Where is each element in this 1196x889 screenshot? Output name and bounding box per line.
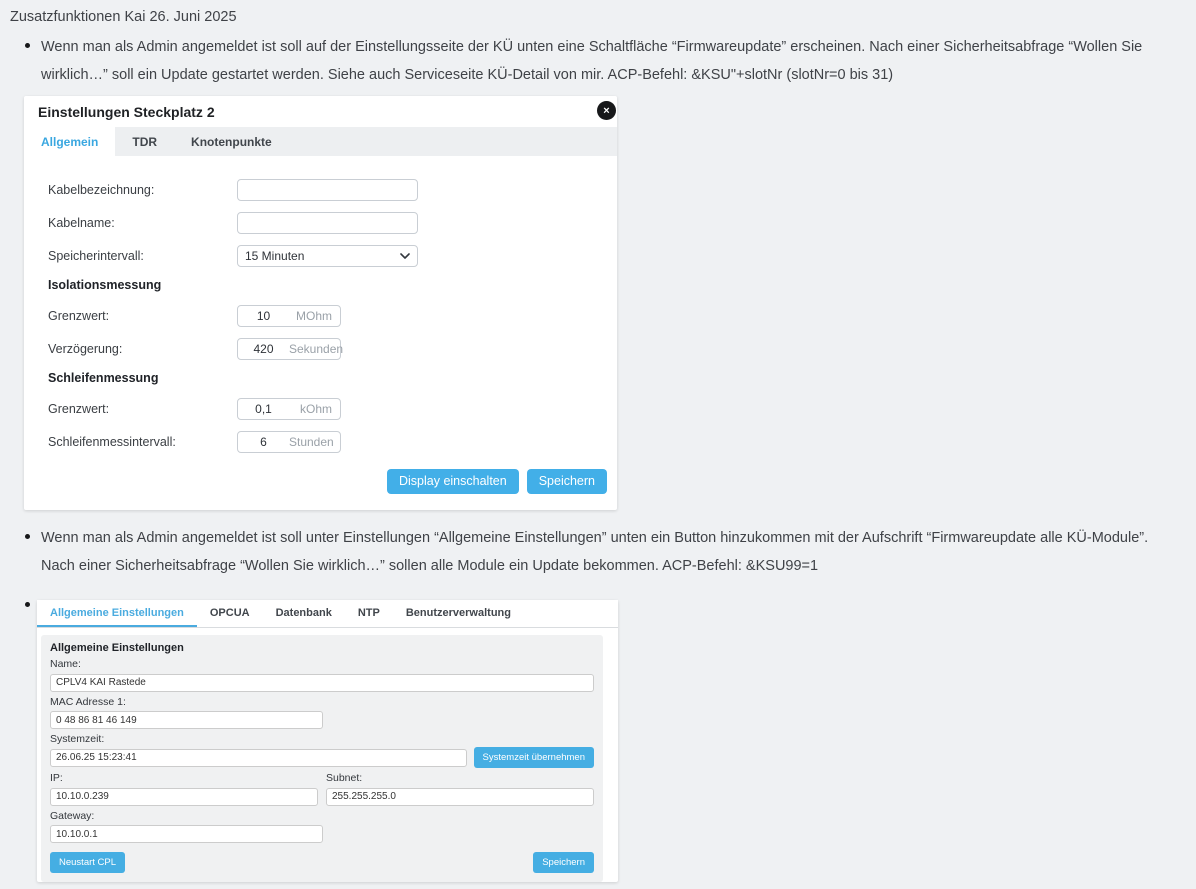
schleifenmessung-heading: Schleifenmessung [48, 371, 159, 385]
systemzeit-row [50, 747, 594, 768]
tab-allgemein[interactable]: Allgemein [24, 127, 115, 156]
tab-opcua[interactable]: OPCUA [209, 607, 250, 619]
bullet-icon [25, 602, 30, 607]
grenzwert-iso-unit: MOhm [296, 309, 332, 323]
schleifenmessintervall-unit: Stunden [289, 435, 334, 449]
grenzwert-schleife-label: Grenzwert: [48, 402, 110, 416]
row-verzoegerung [48, 338, 607, 360]
row-grenzwert-schleife [48, 398, 607, 420]
ip-label: IP: [50, 772, 63, 784]
speicherintervall-select[interactable] [237, 245, 418, 267]
grenzwert-schleife-unit: kOhm [299, 402, 332, 416]
dialog-header [24, 96, 617, 127]
speicherintervall-label: Speicherintervall: [48, 249, 144, 263]
kabelbezeichnung-input[interactable] [237, 179, 418, 201]
bullet-item-3 [0, 592, 1196, 889]
settings-tabbar [37, 600, 618, 628]
mac-input[interactable] [50, 711, 323, 729]
kabelname-input[interactable] [237, 212, 418, 234]
schleifenmessintervall-value: 6 [260, 435, 267, 449]
name-input[interactable] [50, 674, 594, 692]
neustart-cpl-button[interactable]: Neustart CPL [50, 852, 125, 873]
subnet-column [326, 768, 594, 806]
dialog-title: Einstellungen Steckplatz 2 [38, 103, 215, 120]
grenzwert-schleife-value: 0,1 [255, 402, 272, 416]
subnet-input[interactable] [326, 788, 594, 806]
verzoegerung-input[interactable] [237, 338, 344, 360]
settings-card-allgemeine-einstellungen [37, 600, 618, 882]
row-kabelbezeichnung [48, 179, 607, 201]
close-icon[interactable]: × [597, 101, 616, 120]
grenzwert-schleife-input[interactable] [237, 398, 341, 420]
settings-panel [41, 635, 603, 882]
chevron-down-icon [400, 253, 410, 259]
dialog-content [24, 156, 617, 510]
ip-subnet-row [50, 768, 594, 806]
panel-button-row [50, 852, 594, 873]
row-kabelname [48, 212, 607, 234]
gateway-label: Gateway: [50, 809, 95, 822]
verzoegerung-unit: Sekunden [289, 342, 344, 356]
schleifenmessintervall-input[interactable] [237, 431, 341, 453]
bullet-text-firmwareupdate-alle: Wenn man als Admin angemeldet ist soll unter Einstellungen “Allgemeine Einstellungen” unten ein Button hinzukommen mit der Aufschrift “Firmwareupdate alle KÜ-Module”. Nach einer Sicherheitsabfrage “Wollen Sie wirklich…” sollen alle Module ein Update bekommen. ACP-Befehl: &KSU99=1 [41, 530, 1149, 574]
row-speicherintervall [48, 245, 607, 267]
kabelname-label: Kabelname: [48, 216, 115, 230]
dialog-einstellungen-steckplatz [24, 96, 617, 510]
speichern-button[interactable]: Speichern [527, 469, 607, 494]
gateway-input[interactable] [50, 825, 323, 843]
tab-datenbank[interactable]: Datenbank [275, 607, 332, 619]
tab-allgemeine-einstellungen[interactable]: Allgemeine Einstellungen [37, 600, 197, 627]
tab-benutzerverwaltung[interactable]: Benutzerverwaltung [405, 607, 511, 619]
verzoegerung-value: 420 [253, 342, 274, 356]
kabelbezeichnung-label: Kabelbezeichnung: [48, 183, 155, 197]
tab-tdr[interactable]: TDR [132, 134, 158, 149]
grenzwert-iso-label: Grenzwert: [48, 309, 110, 323]
grenzwert-iso-value: 10 [256, 309, 271, 323]
bullet-icon [25, 534, 30, 539]
tab-ntp[interactable]: NTP [357, 607, 380, 619]
panel-heading: Allgemeine Einstellungen [50, 642, 184, 654]
row-schleifenmessintervall [48, 431, 607, 453]
ip-column [50, 768, 318, 806]
bullet-icon [25, 43, 30, 48]
row-grenzwert-isolation [48, 305, 607, 327]
dialog-tabbar [24, 127, 617, 156]
dialog-button-row [48, 469, 607, 506]
verzoegerung-label: Verzögerung: [48, 342, 123, 356]
speicherintervall-selected-value: 15 Minuten [245, 249, 305, 263]
systemzeit-uebernehmen-button[interactable]: Systemzeit übernehmen [474, 747, 594, 768]
ip-input[interactable] [50, 788, 318, 806]
schleifenmessintervall-label: Schleifenmessintervall: [48, 435, 176, 449]
isolationsmessung-heading: Isolationsmessung [48, 278, 162, 292]
mac-label: MAC Adresse 1: [50, 695, 126, 708]
systemzeit-label: Systemzeit: [50, 733, 105, 745]
systemzeit-input[interactable] [50, 749, 467, 767]
subnet-label: Subnet: [326, 772, 363, 784]
bullet-item-1 [0, 33, 1196, 510]
bullet-item-2 [0, 524, 1196, 580]
bullet-text-firmwareupdate-kue: Wenn man als Admin angemeldet ist soll auf der Einstellungsseite der KÜ unten eine Schaltfläche “Firmwareupdate” erscheinen. Nach einer Sicherheitsabfrage “Wollen Sie wirklich…” soll ein Update gestartet werden. Siehe auch Serviceseite KÜ-Detail von mir. ACP-Befehl: &KSU"+slotNr (slotNr=0 bis 31) [41, 39, 1143, 83]
grenzwert-iso-input[interactable] [237, 305, 341, 327]
speichern-button-2[interactable]: Speichern [533, 852, 594, 873]
page-title: Zusatzfunktionen Kai 26. Juni 2025 [10, 9, 237, 25]
display-einschalten-button[interactable]: Display einschalten [387, 469, 519, 494]
tab-knotenpunkte[interactable]: Knotenpunkte [191, 134, 272, 149]
name-label: Name: [50, 658, 81, 670]
